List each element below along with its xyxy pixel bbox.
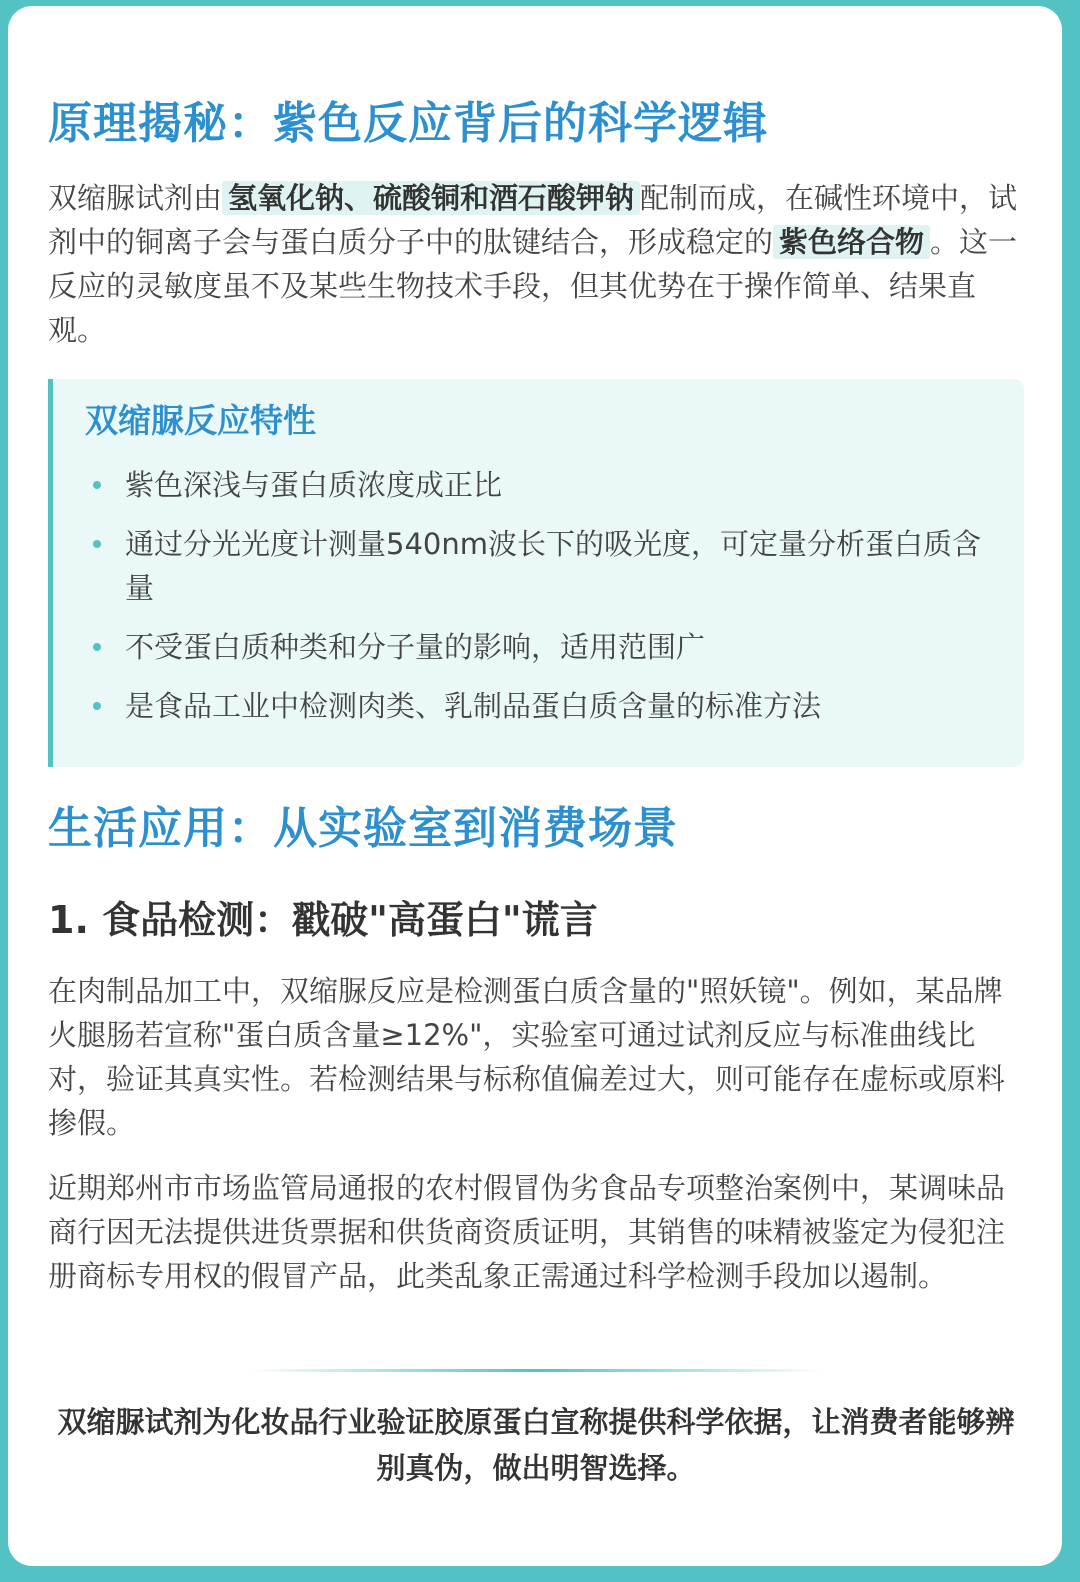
section-heading-applications: 生活应用：从实验室到消费场景 — [48, 803, 678, 854]
section-divider — [248, 1369, 824, 1372]
reagent-ingredients-highlight: 氢氧化钠、硫酸铜和酒石酸钾钠 — [222, 181, 640, 215]
conclusion-text: 双缩脲试剂为化妆品行业验证胶原蛋白宣称提供科学依据，让消费者能够辨别真伪，做出明智选择。 — [57, 1405, 1015, 1485]
food-testing-paragraph: 在肉制品加工中，双缩脲反应是检测蛋白质含量的"照妖镜"。例如，某品牌火腿肠若宣称"蛋白质含量≥12%"，实验室可通过试剂反应与标准曲线比对，验证其真实性。若检测结果与标称值偏差过大，则可能存在虚标或原料掺假。 — [48, 974, 1006, 1140]
bullet-dot-icon — [93, 540, 101, 548]
bullet-dot-icon — [93, 643, 101, 651]
article-card — [8, 6, 1062, 1566]
reaction-features-box — [48, 379, 1024, 767]
features-box-title: 双缩脲反应特性 — [85, 401, 316, 440]
principle-text-3: 。这一反应的灵敏度虽不及某些生物技术手段，但其优势在于操作简单、结果直观。 — [48, 225, 1018, 347]
subheading-food-testing: 1. 食品检测：戳破"高蛋白"谎言 — [48, 898, 598, 942]
section-heading-principle: 原理揭秘：紫色反应背后的科学逻辑 — [48, 98, 768, 149]
feature-item: 紫色深浅与蛋白质浓度成正比 — [91, 463, 981, 507]
features-list — [91, 463, 981, 743]
feature-item: 是食品工业中检测肉类、乳制品蛋白质含量的标准方法 — [91, 684, 981, 728]
purple-complex-highlight: 紫色络合物 — [773, 225, 930, 259]
bullet-dot-icon — [93, 481, 101, 489]
principle-paragraph — [48, 176, 1024, 352]
bullet-dot-icon — [93, 702, 101, 710]
feature-item: 不受蛋白质种类和分子量的影响，适用范围广 — [91, 625, 981, 669]
zhengzhou-case-paragraph: 近期郑州市市场监管局通报的农村假冒伪劣食品专项整治案例中，某调味品商行因无法提供进货票据和供货商资质证明，其销售的味精被鉴定为侵犯注册商标专用权的假冒产品，此类乱象正需通过科学检测手段加以遏制。 — [48, 1171, 1006, 1293]
feature-item: 通过分光光度计测量540nm波长下的吸光度，可定量分析蛋白质含量 — [91, 522, 981, 610]
principle-text-2: 配制而成，在碱性环境中，试剂中的铜离子会与蛋白质分子中的肽键结合，形成稳定的 — [48, 181, 1018, 259]
principle-text-1: 双缩脲试剂由 — [48, 181, 223, 215]
